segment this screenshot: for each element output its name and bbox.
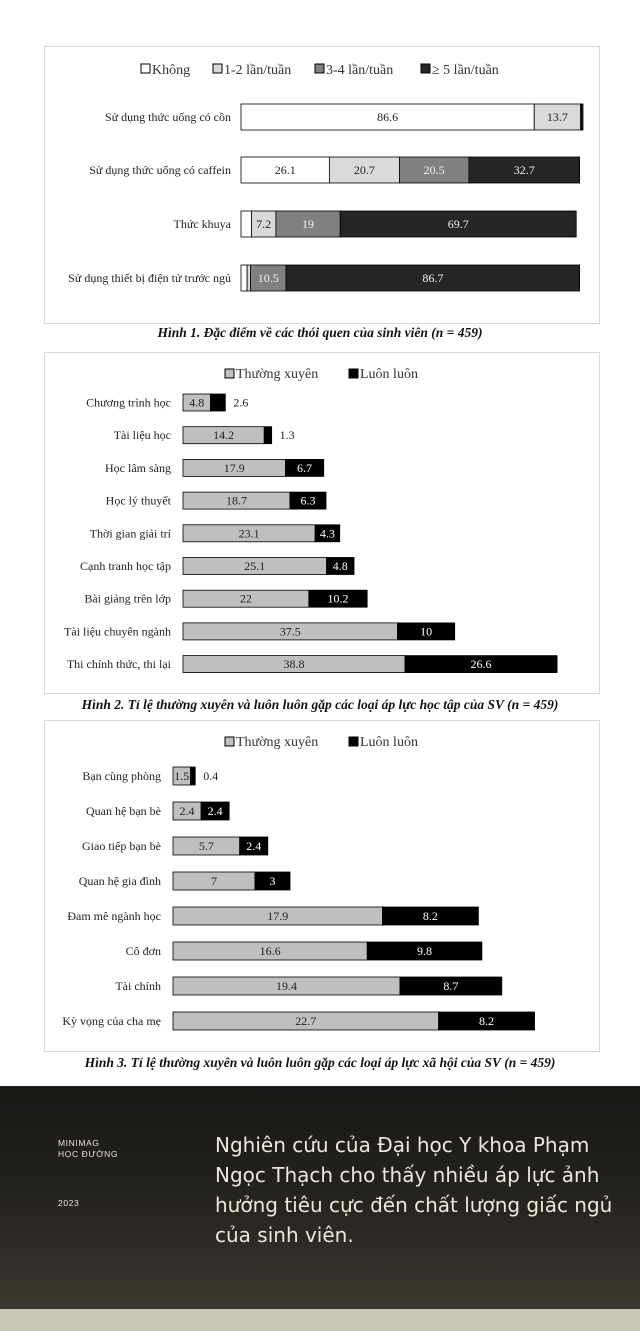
data-label: 22.7 (295, 1014, 317, 1028)
data-label: 0.4 (203, 769, 219, 783)
data-label: 1.3 (279, 428, 295, 443)
category-label: Sử dụng thiết bị điện tử trước ngủ (68, 271, 231, 285)
figure-1-caption: Hình 1. Đặc điểm về các thói quen của sinh viên (n = 459) (157, 325, 483, 340)
data-label: 3 (269, 874, 276, 888)
category-label: Thời gian giải trí (89, 526, 171, 541)
data-label: 10 (420, 624, 433, 639)
category-label: Sử dụng thức uống có cồn (105, 110, 231, 124)
legend-label: Thường xuyên (236, 367, 319, 382)
quote-text: Nghiên cứu của Đại học Y khoa Phạm Ngọc Thạch cho thấy nhiều áp lực ảnh hưởng tiêu cực đến chất lượng giấc ngủ của sinh viên. (215, 1133, 613, 1247)
legend-swatch (225, 369, 234, 378)
data-label: 4.8 (332, 559, 348, 573)
data-label: 5.7 (198, 839, 214, 853)
category-label: Bạn cùng phòng (82, 769, 161, 783)
data-label: 10.5 (257, 271, 279, 285)
figure-1-svg (45, 47, 599, 323)
data-label: 38.8 (283, 657, 305, 672)
legend-label: 1-2 lần/tuần (224, 63, 292, 78)
data-label: 8.2 (479, 1014, 495, 1028)
category-label: Tài chính (115, 979, 161, 993)
legend-swatch (421, 64, 430, 73)
category-label: Kỳ vọng của cha mẹ (62, 1014, 161, 1028)
legend-label: Luôn luôn (360, 367, 418, 382)
bar-segment (241, 265, 247, 291)
brand-line-1: MINIMAG (58, 1138, 100, 1148)
figure-1-chart (44, 46, 600, 324)
bar-segment-always (210, 394, 225, 411)
legend-swatch (213, 64, 222, 73)
category-label: Cô đơn (125, 944, 161, 958)
figure-2-caption: Hình 2. Tỉ lệ thường xuyên và luôn luôn gặp các loại áp lực học tập của SV (n = 459) (81, 697, 559, 712)
data-label: 37.5 (279, 624, 301, 639)
data-label: 13.7 (546, 110, 568, 124)
brand-line-2: HỌC ĐƯỜNG (58, 1149, 119, 1159)
data-label: 19.4 (275, 979, 297, 993)
data-label: 1.5 (174, 769, 190, 783)
data-label: 7.2 (256, 217, 272, 231)
legend-label: 3-4 lần/tuần (326, 63, 394, 78)
data-label: 18.7 (225, 493, 247, 508)
data-label: 17.9 (223, 460, 245, 475)
category-label: Thức khuya (173, 217, 231, 231)
data-label: 4.8 (189, 395, 205, 410)
legend-swatch (141, 64, 150, 73)
bar-segment (247, 265, 250, 291)
figure-2-svg (45, 353, 599, 693)
data-label: 2.6 (233, 395, 249, 410)
category-label: Học lý thuyết (105, 493, 171, 508)
data-label: 19 (302, 217, 315, 231)
data-label: 69.7 (447, 217, 469, 231)
legend-swatch (349, 737, 358, 746)
data-label: 2.4 (207, 804, 223, 818)
data-label: 6.3 (300, 493, 316, 508)
legend-swatch (315, 64, 324, 73)
category-label: Quan hệ gia đình (78, 874, 161, 888)
category-label: Giao tiếp bạn bè (82, 839, 161, 853)
data-label: 25.1 (244, 559, 266, 573)
category-label: Tài liệu học (113, 428, 171, 443)
legend-swatch (225, 737, 234, 746)
legend-label: ≥ 5 lần/tuần (432, 63, 499, 78)
figure-3-caption: Hình 3. Tỉ lệ thường xuyên và luôn luôn gặp các loại áp lực xã hội của SV (n = 459) (84, 1055, 556, 1070)
data-label: 14.2 (213, 428, 235, 443)
data-label: 26.1 (274, 163, 296, 177)
data-label: 8.7 (443, 979, 459, 993)
category-label: Chương trình học (86, 395, 171, 410)
footer-banner (0, 1086, 640, 1309)
data-label: 8.2 (422, 909, 438, 923)
legend-swatch (349, 369, 358, 378)
bar-segment-always (191, 767, 196, 785)
data-label: 9.8 (417, 944, 433, 958)
figure-2-chart (44, 352, 600, 694)
data-label: 20.7 (353, 163, 375, 177)
category-label: Bài giảng trên lớp (84, 591, 171, 606)
data-label: 20.5 (423, 163, 445, 177)
data-label: 2.4 (179, 804, 195, 818)
figure-3-svg (45, 721, 599, 1051)
data-label: 4.3 (319, 526, 335, 541)
bar-segment-always (264, 427, 271, 444)
data-label: 26.6 (470, 657, 492, 672)
data-label: 16.6 (259, 944, 281, 958)
data-label: 2.4 (246, 839, 262, 853)
data-label: 23.1 (238, 526, 260, 541)
category-label: Đam mê ngành học (67, 909, 161, 923)
category-label: Thi chính thức, thi lại (66, 657, 171, 672)
bar-segment (581, 104, 583, 130)
data-label: 22 (239, 591, 252, 606)
legend-label: Luôn luôn (360, 735, 418, 750)
legend-label: Thường xuyên (236, 735, 319, 750)
bottom-strip (0, 1309, 640, 1331)
brand-label (58, 1138, 118, 1160)
year-label: 2023 (58, 1198, 80, 1208)
bar-segment (241, 211, 251, 237)
figure-3-chart (44, 720, 600, 1052)
category-label: Sử dụng thức uống có caffein (89, 163, 231, 177)
data-label: 7 (210, 874, 217, 888)
data-label: 17.9 (267, 909, 289, 923)
category-label: Tài liệu chuyên ngành (64, 624, 171, 639)
data-label: 6.7 (297, 460, 313, 475)
data-label: 86.7 (422, 271, 444, 285)
data-label: 32.7 (513, 163, 535, 177)
data-label: 86.6 (377, 110, 399, 124)
category-label: Học lâm sàng (105, 460, 171, 475)
category-label: Quan hệ bạn bè (86, 804, 161, 818)
category-label: Cạnh tranh học tập (80, 559, 171, 573)
legend-label: Không (152, 63, 191, 78)
data-label: 10.2 (327, 591, 349, 606)
